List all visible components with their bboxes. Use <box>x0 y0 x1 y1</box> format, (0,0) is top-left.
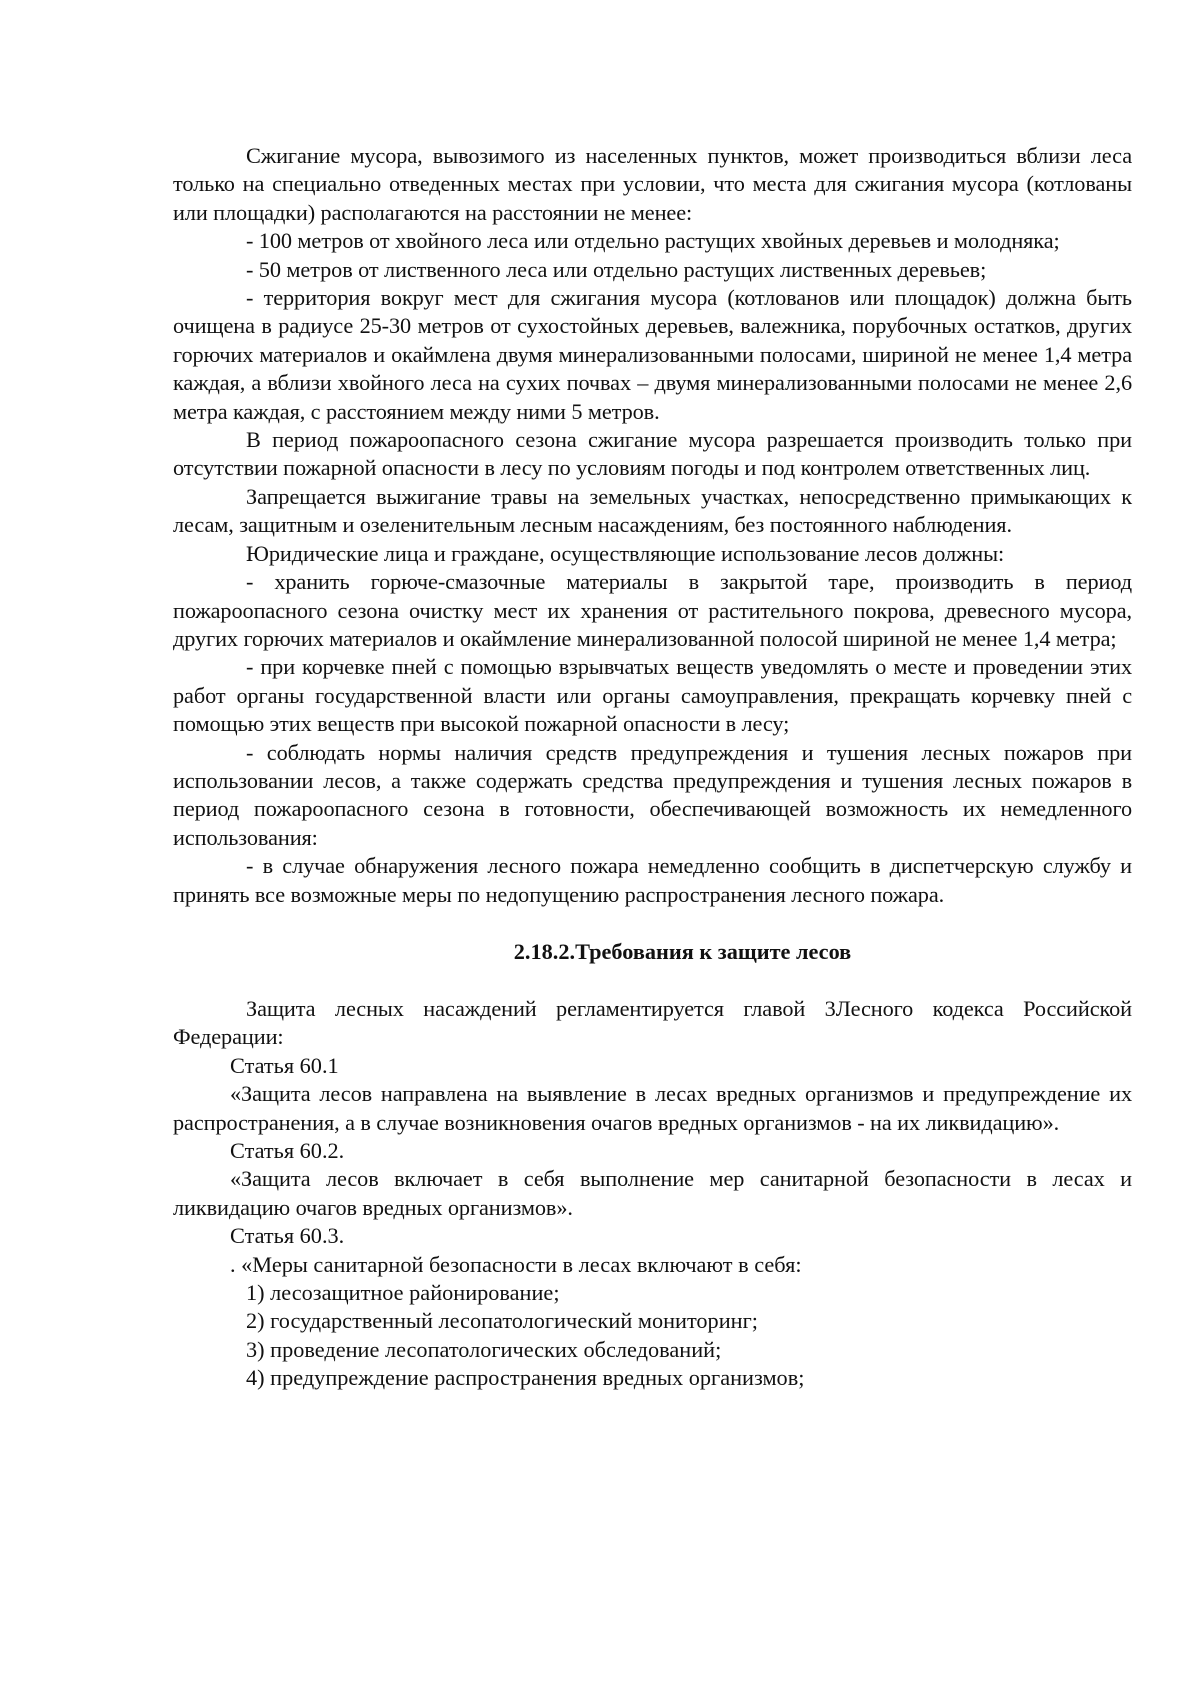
document-page <box>173 142 1132 1393</box>
paragraph-stump-removal: - при корчевке пней с помощью взрывчатых веществ уведомлять о месте и проведении этих работ органы государственной власти или органы самоуправления, прекращать корчевку пней с помощью этих веществ при высокой пожарной опасности в лесу; <box>173 654 1132 737</box>
paragraph-fire-season: В период пожароопасного сезона сжигание мусора разрешается производить только при отсутствии пожарной опасности в лесу по условиям погоды и под контролем ответственных лиц. <box>173 427 1132 481</box>
paragraph-obligations-lead: Юридические лица и граждане, осуществляющие использование лесов должны: <box>246 540 1005 566</box>
paragraph-deciduous-distance: - 50 метров от лиственного леса или отдельно растущих лиственных деревьев; <box>246 256 987 282</box>
article-60-3-title: Статья 60.3. <box>230 1223 345 1249</box>
paragraph-protection-intro: Защита лесных насаждений регламентируется главой 3Лесного кодекса Российской Федерации: <box>173 995 1132 1050</box>
article-60-2-title: Статья 60.2. <box>230 1138 345 1163</box>
list-item: 4) предупреждение распространения вредных организмов; <box>246 1365 805 1391</box>
article-60-1-text: «Защита лесов направлена на выявление в лесах вредных организмов и предупреждение их распространения, а в случае возникновения очагов вредных организмов - на их ликвидацию». <box>173 1081 1132 1135</box>
paragraph-garbage-burning: Сжигание мусора, вывозимого из населенных пунктов, может производиться вблизи леса только на специально отведенных местах при условии, что места для сжигания мусора (котлованы или площадки) располагаются на расстоянии не менее: <box>173 143 1132 225</box>
list-item: 3) проведение лесопатологических обследований; <box>246 1336 722 1362</box>
paragraph-fuel-storage: - хранить горюче-смазочные материалы в закрытой таре, производить в период пожароопасного сезона очистку мест их хранения от растительного покрова, древесного мусора, других горючих материалов и окаймление минерализованной полосой шириной не менее 1,4 метра; <box>173 569 1132 651</box>
article-60-3-lead: . «Меры санитарной безопасности в лесах включают в себя: <box>230 1251 802 1277</box>
article-60-2-text: «Защита лесов включает в себя выполнение мер санитарной безопасности в лесах и ликвидацию очагов вредных организмов». <box>173 1166 1132 1220</box>
paragraph-coniferous-distance: - 100 метров от хвойного леса или отдельно растущих хвойных деревьев и молодняка; <box>246 228 1060 254</box>
section-heading: 2.18.2.Требования к защите лесов <box>513 938 852 964</box>
paragraph-fire-report: - в случае обнаружения лесного пожара немедленно сообщить в диспетчерскую службу и принять все возможные меры по недопущению распространения лесного пожара. <box>173 853 1132 907</box>
paragraph-grass-burning-ban: Запрещается выжигание травы на земельных участках, непосредственно примыкающих к лесам, защитным и озеленительным лесным насаждениям, без постоянного наблюдения. <box>173 483 1132 538</box>
paragraph-firefighting-means: - соблюдать нормы наличия средств предупреждения и тушения лесных пожаров при использовании лесов, а также содержать средства предупреждения и тушения лесных пожаров в период пожароопасного сезона в готовности, обеспечивающей возможность их немедленного использования: <box>173 739 1132 850</box>
article-60-1-title: Статья 60.1 <box>230 1052 339 1078</box>
paragraph-territory-clearing: - территория вокруг мест для сжигания мусора (котлованов или площадок) должна быть очищена в радиусе 25-30 метров от сухостойных деревьев, валежника, порубочных остатков, других горючих материалов и окаймлена двумя минерализованными полосами, шириной не менее 1,4 метра каждая, а вблизи хвойного леса на сухих почвах – двумя минерализованными полосами не менее 2,6 метра каждая, с расстоянием между ними 5 метров. <box>173 285 1132 424</box>
list-item: 2) государственный лесопатологический мониторинг; <box>246 1308 758 1334</box>
list-item: 1) лесозащитное районирование; <box>246 1280 560 1306</box>
